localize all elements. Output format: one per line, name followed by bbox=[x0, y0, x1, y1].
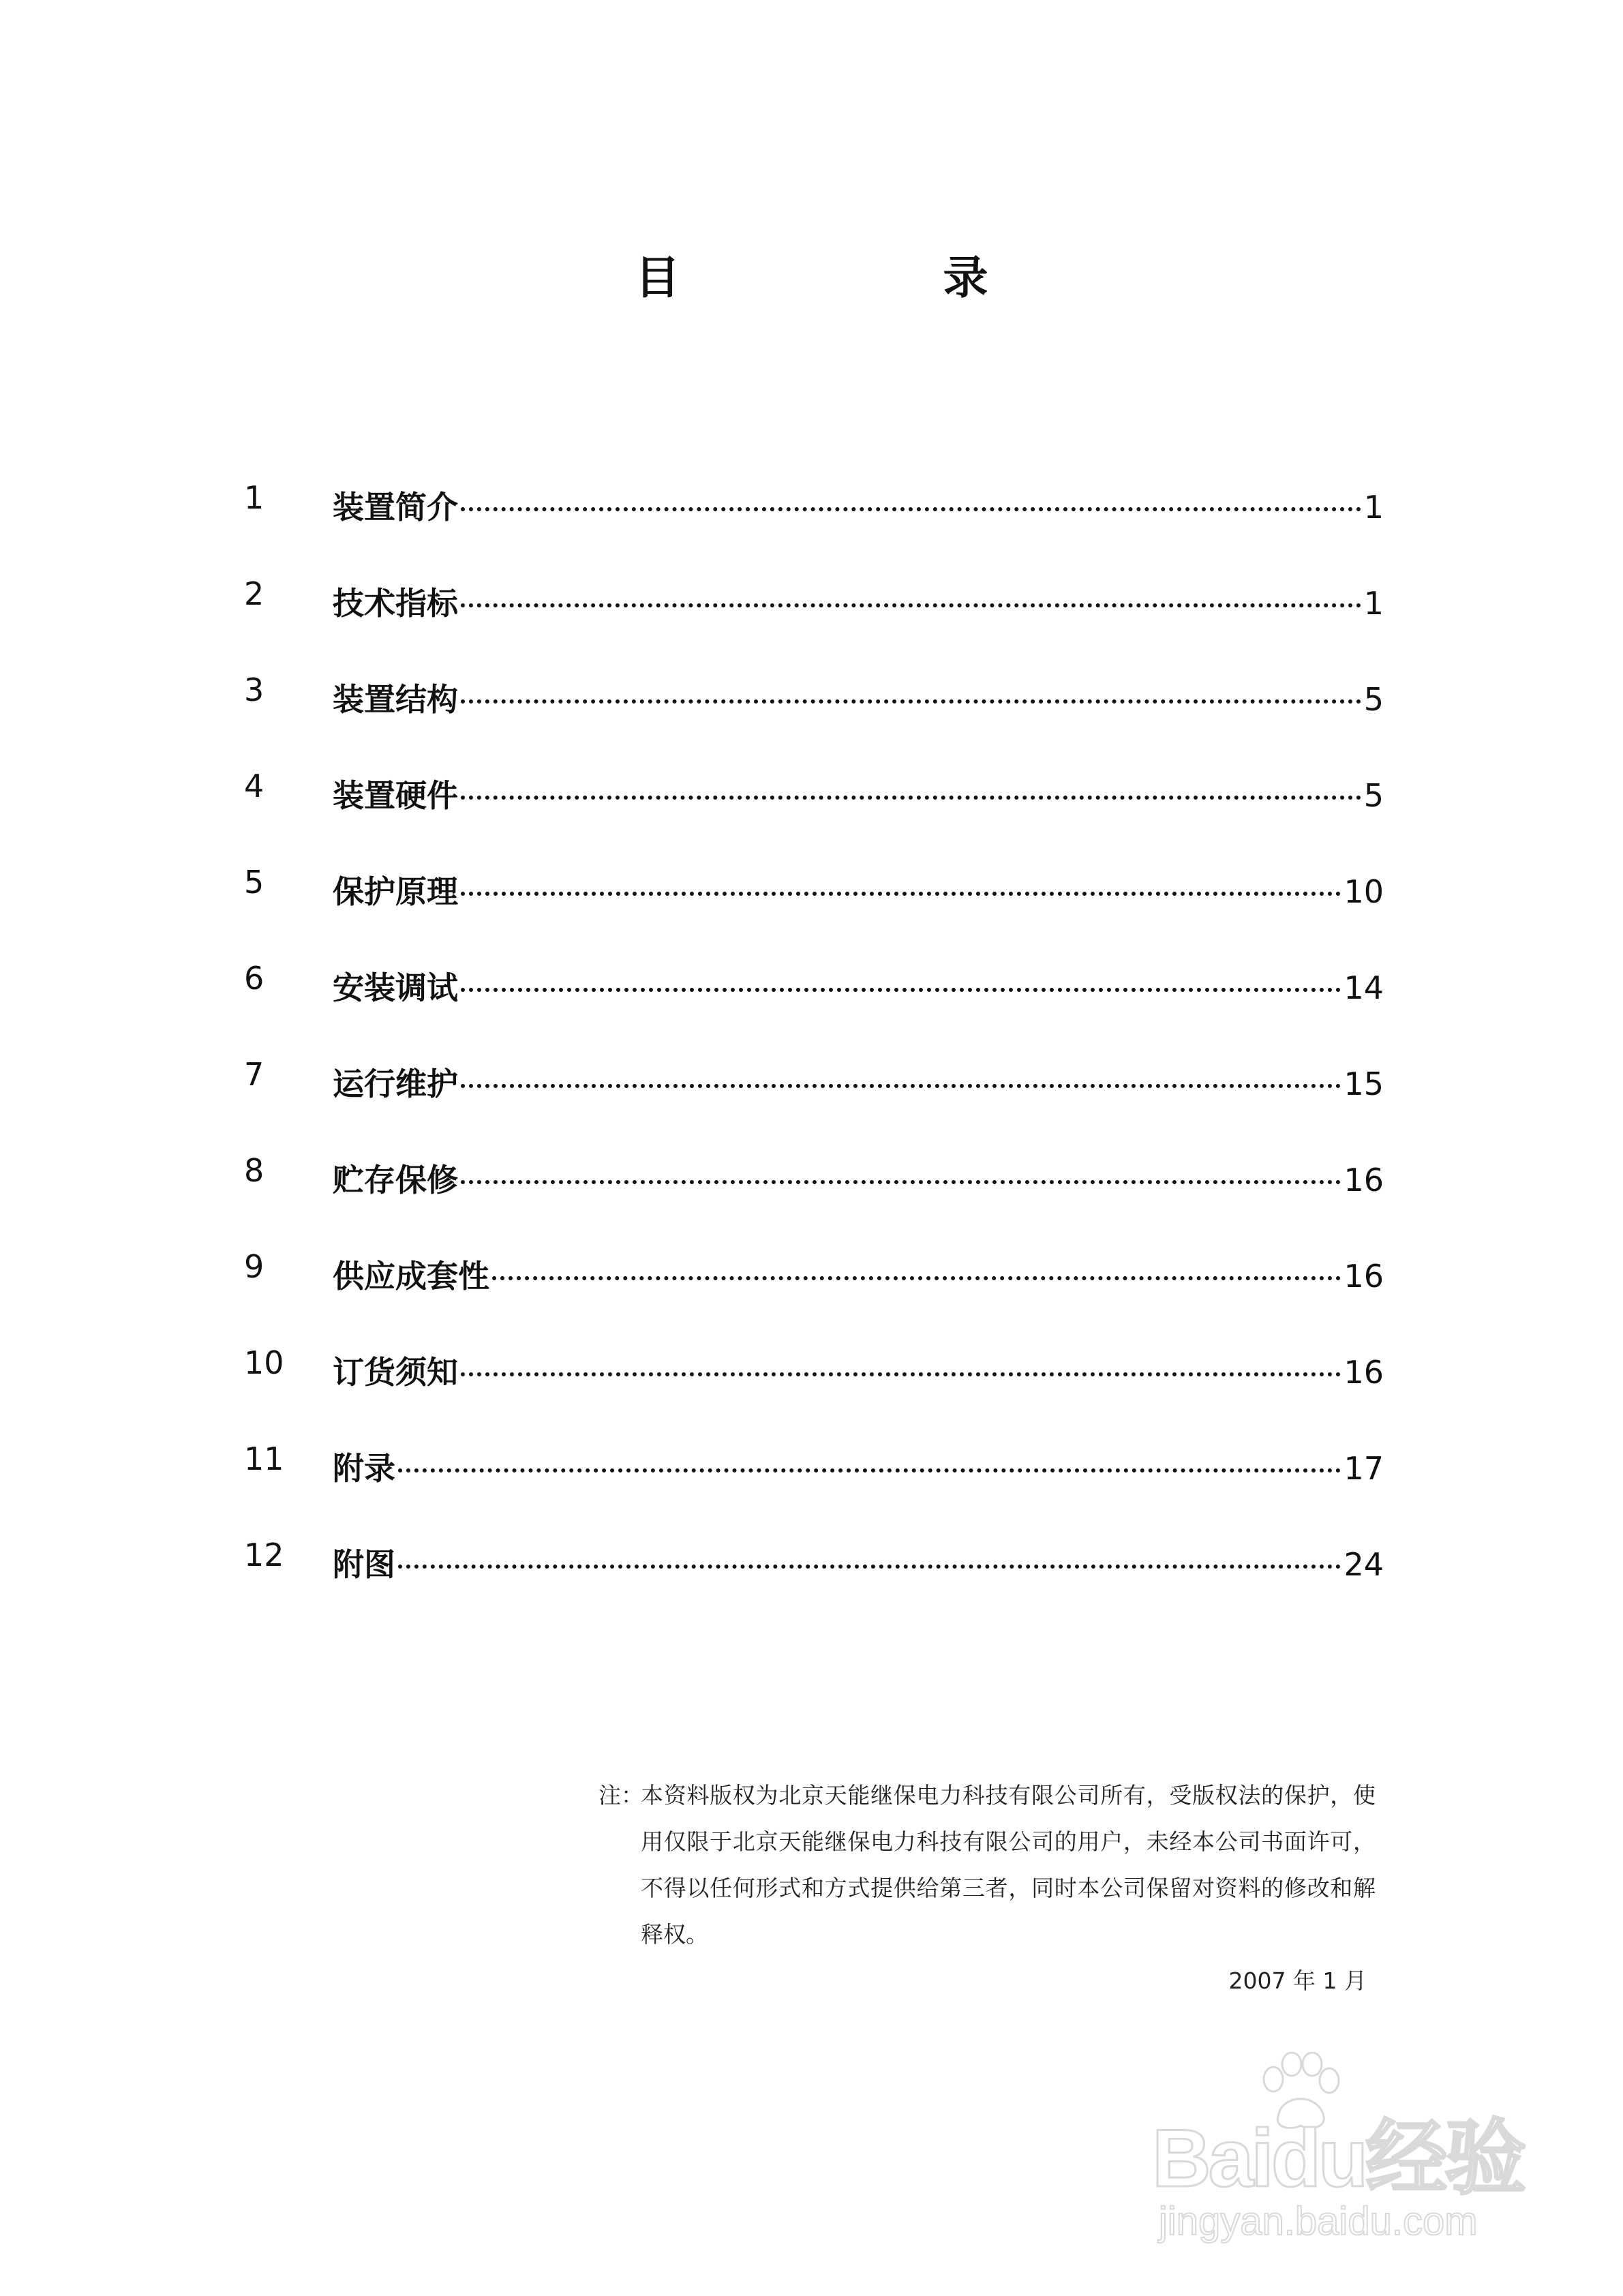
toc-leader-dots bbox=[461, 862, 1341, 903]
toc-number: 8 bbox=[244, 1152, 264, 1189]
toc-number: 1 bbox=[244, 479, 264, 516]
toc-row[interactable] bbox=[244, 766, 1384, 862]
baidu-watermark bbox=[1152, 2052, 1561, 2256]
publication-date: 2007 年 1 月 bbox=[1228, 1967, 1367, 1994]
toc-number: 7 bbox=[244, 1056, 264, 1093]
toc-label: 附图 bbox=[333, 1546, 395, 1583]
toc-leader-dots bbox=[492, 1246, 1341, 1287]
toc-leader-dots bbox=[461, 958, 1341, 999]
toc-leader-dots bbox=[461, 573, 1361, 614]
toc-leader-dots bbox=[461, 669, 1361, 710]
toc-leader-dots bbox=[461, 1054, 1341, 1095]
toc-page-number: 24 bbox=[1344, 1546, 1384, 1583]
toc-label: 装置简介 bbox=[333, 489, 458, 526]
toc-label: 贮存保修 bbox=[333, 1162, 458, 1198]
toc-label: 供应成套性 bbox=[333, 1258, 489, 1295]
toc-page-number: 17 bbox=[1344, 1450, 1384, 1487]
toc-row[interactable] bbox=[244, 1054, 1384, 1150]
toc-row[interactable] bbox=[244, 1246, 1384, 1342]
toc-number: 5 bbox=[244, 864, 264, 901]
toc-label: 附录 bbox=[333, 1450, 395, 1487]
toc-label: 运行维护 bbox=[333, 1066, 458, 1102]
toc-label: 装置结构 bbox=[333, 681, 458, 718]
toc-page-number: 16 bbox=[1344, 1162, 1384, 1198]
toc-page-number: 5 bbox=[1363, 777, 1384, 814]
toc-leader-dots bbox=[461, 477, 1361, 518]
watermark-url: jingyan.baidu.com bbox=[1159, 2199, 1478, 2244]
note-text: 本资料版权为北京天能继保电力科技有限公司所有，受版权法的保护，使用仅限于北京天能继保电力科技有限公司的用户，未经本公司书面许可，不得以任何形式和方式提供给第三者，同时本公司保留对资料的修改和解释权。 bbox=[641, 1782, 1376, 1948]
toc-leader-dots bbox=[398, 1438, 1341, 1479]
toc-page-number: 15 bbox=[1344, 1066, 1384, 1102]
toc-row[interactable] bbox=[244, 1438, 1384, 1535]
toc-row[interactable] bbox=[244, 1535, 1384, 1631]
toc-label: 技术指标 bbox=[333, 585, 458, 622]
toc-row[interactable] bbox=[244, 958, 1384, 1054]
toc-leader-dots bbox=[461, 766, 1361, 806]
toc-number: 10 bbox=[244, 1344, 284, 1381]
toc-leader-dots bbox=[461, 1150, 1341, 1191]
toc-row[interactable] bbox=[244, 669, 1384, 766]
toc-number: 11 bbox=[244, 1440, 284, 1477]
copyright-note bbox=[598, 1772, 1376, 1958]
toc-page-number: 1 bbox=[1363, 489, 1384, 526]
table-of-contents bbox=[244, 477, 1384, 1631]
toc-leader-dots bbox=[398, 1535, 1341, 1575]
toc-number: 6 bbox=[244, 960, 264, 997]
toc-label: 保护原理 bbox=[333, 873, 458, 910]
note-prefix: 注： bbox=[598, 1782, 643, 1809]
toc-leader-dots bbox=[461, 1342, 1341, 1383]
toc-number: 9 bbox=[244, 1248, 264, 1285]
toc-label: 订货须知 bbox=[333, 1354, 458, 1391]
toc-page-number: 5 bbox=[1363, 681, 1384, 718]
toc-number: 3 bbox=[244, 671, 264, 708]
toc-number: 2 bbox=[244, 575, 264, 612]
toc-page-number: 16 bbox=[1344, 1354, 1384, 1391]
watermark-logo: Baidu经验 bbox=[1152, 2113, 1524, 2204]
toc-row[interactable] bbox=[244, 573, 1384, 669]
toc-row[interactable] bbox=[244, 1150, 1384, 1246]
page-title: 目 录 bbox=[635, 252, 1097, 304]
toc-page-number: 14 bbox=[1344, 969, 1384, 1006]
toc-row[interactable] bbox=[244, 862, 1384, 958]
toc-row[interactable] bbox=[244, 1342, 1384, 1438]
toc-number: 4 bbox=[244, 768, 264, 804]
toc-page-number: 16 bbox=[1344, 1258, 1384, 1295]
toc-page-number: 10 bbox=[1344, 873, 1384, 910]
toc-page-number: 1 bbox=[1363, 585, 1384, 622]
toc-label: 装置硬件 bbox=[333, 777, 458, 814]
toc-row[interactable] bbox=[244, 477, 1384, 573]
toc-label: 安装调试 bbox=[333, 969, 458, 1006]
toc-number: 12 bbox=[244, 1537, 284, 1573]
